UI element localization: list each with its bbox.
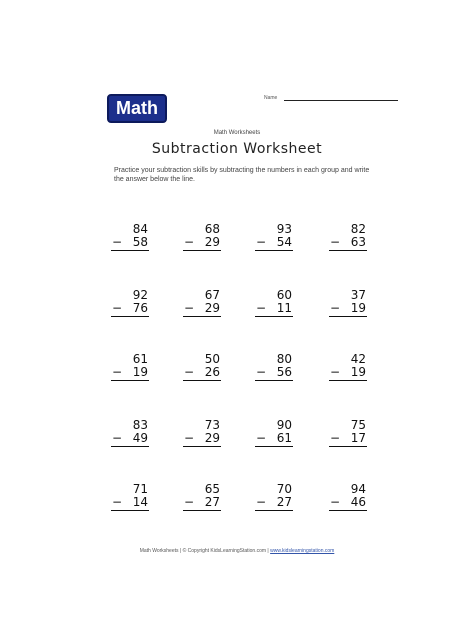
subtrahend: 19	[350, 301, 366, 315]
minus-sign: −	[256, 235, 267, 249]
footer-link[interactable]: www.kidslearningstation.com	[270, 548, 335, 554]
minus-sign: −	[330, 431, 341, 445]
answer-line	[183, 250, 221, 251]
subtraction-problem	[252, 418, 292, 458]
minus-sign: −	[184, 235, 195, 249]
math-badge: Math	[107, 94, 167, 123]
footer	[0, 548, 474, 554]
answer-line	[255, 380, 293, 381]
minuend: 83	[132, 418, 148, 432]
minuend: 70	[276, 482, 292, 496]
minuend: 92	[132, 288, 148, 302]
subtrahend: 19	[132, 365, 148, 379]
minuend: 50	[204, 352, 220, 366]
minuend: 75	[350, 418, 366, 432]
minus-sign: −	[330, 495, 341, 509]
minuend: 65	[204, 482, 220, 496]
minuend: 80	[276, 352, 292, 366]
minus-sign: −	[330, 235, 341, 249]
minus-sign: −	[184, 365, 195, 379]
subtrahend: 54	[276, 235, 292, 249]
subtraction-problem	[108, 482, 148, 522]
answer-line	[255, 446, 293, 447]
subtraction-problem	[180, 222, 220, 262]
answer-line	[255, 250, 293, 251]
minuend: 73	[204, 418, 220, 432]
answer-line	[329, 380, 367, 381]
minuend: 93	[276, 222, 292, 236]
minuend: 61	[132, 352, 148, 366]
instructions-text: Practice your subtraction skills by subtracting the numbers in each group and write the answer below the line.	[114, 167, 370, 183]
subtrahend: 11	[276, 301, 292, 315]
answer-line	[183, 446, 221, 447]
subtrahend: 46	[350, 495, 366, 509]
answer-line	[329, 446, 367, 447]
minus-sign: −	[256, 431, 267, 445]
answer-line	[329, 510, 367, 511]
subtraction-problem	[108, 352, 148, 392]
subtrahend: 29	[204, 431, 220, 445]
subtraction-problem	[326, 288, 366, 328]
minuend: 90	[276, 418, 292, 432]
subtraction-problem	[252, 352, 292, 392]
subtrahend: 29	[204, 235, 220, 249]
subtrahend: 49	[132, 431, 148, 445]
subtraction-problem	[180, 288, 220, 328]
answer-line	[255, 510, 293, 511]
answer-line	[255, 316, 293, 317]
subtrahend: 29	[204, 301, 220, 315]
subtraction-problem	[326, 418, 366, 458]
minuend: 37	[350, 288, 366, 302]
answer-line	[111, 316, 149, 317]
minus-sign: −	[112, 301, 123, 315]
subtraction-problem	[108, 222, 148, 262]
answer-line	[111, 446, 149, 447]
minus-sign: −	[184, 301, 195, 315]
minuend: 67	[204, 288, 220, 302]
minus-sign: −	[112, 431, 123, 445]
subtraction-problem	[108, 418, 148, 458]
subtrahend: 56	[276, 365, 292, 379]
subtraction-problem	[252, 288, 292, 328]
answer-line	[329, 250, 367, 251]
minus-sign: −	[330, 301, 341, 315]
minuend: 42	[350, 352, 366, 366]
answer-line	[111, 380, 149, 381]
page-subtitle: Math Worksheets	[213, 130, 261, 136]
subtrahend: 19	[350, 365, 366, 379]
subtrahend: 17	[350, 431, 366, 445]
answer-line	[329, 316, 367, 317]
name-field[interactable]	[264, 95, 398, 107]
subtrahend: 76	[132, 301, 148, 315]
minus-sign: −	[112, 495, 123, 509]
page-title: Subtraction Worksheet	[151, 141, 323, 157]
footer-text: Math Worksheets | © Copyright KidsLearningStation.com |	[139, 548, 271, 554]
minuend: 94	[350, 482, 366, 496]
minus-sign: −	[112, 365, 123, 379]
subtrahend: 61	[276, 431, 292, 445]
minus-sign: −	[256, 365, 267, 379]
subtrahend: 26	[204, 365, 220, 379]
subtrahend: 63	[350, 235, 366, 249]
subtraction-problem	[108, 288, 148, 328]
subtrahend: 27	[276, 495, 292, 509]
minuend: 60	[276, 288, 292, 302]
name-line	[284, 100, 398, 101]
answer-line	[183, 380, 221, 381]
subtraction-problem	[252, 482, 292, 522]
minus-sign: −	[330, 365, 341, 379]
subtraction-problem	[326, 482, 366, 522]
answer-line	[183, 316, 221, 317]
problem-grid	[108, 222, 368, 522]
subtraction-problem	[180, 482, 220, 522]
minus-sign: −	[184, 431, 195, 445]
subtraction-problem	[252, 222, 292, 262]
subtraction-problem	[180, 418, 220, 458]
subtraction-problem	[326, 352, 366, 392]
subtraction-problem	[180, 352, 220, 392]
subtrahend: 58	[132, 235, 148, 249]
minus-sign: −	[256, 495, 267, 509]
minus-sign: −	[112, 235, 123, 249]
minus-sign: −	[184, 495, 195, 509]
subtrahend: 14	[132, 495, 148, 509]
answer-line	[111, 510, 149, 511]
minus-sign: −	[256, 301, 267, 315]
name-label: Name	[264, 95, 278, 101]
minuend: 71	[132, 482, 148, 496]
subtrahend: 27	[204, 495, 220, 509]
minuend: 68	[204, 222, 220, 236]
minuend: 82	[350, 222, 366, 236]
minuend: 84	[132, 222, 148, 236]
answer-line	[183, 510, 221, 511]
subtraction-problem	[326, 222, 366, 262]
answer-line	[111, 250, 149, 251]
